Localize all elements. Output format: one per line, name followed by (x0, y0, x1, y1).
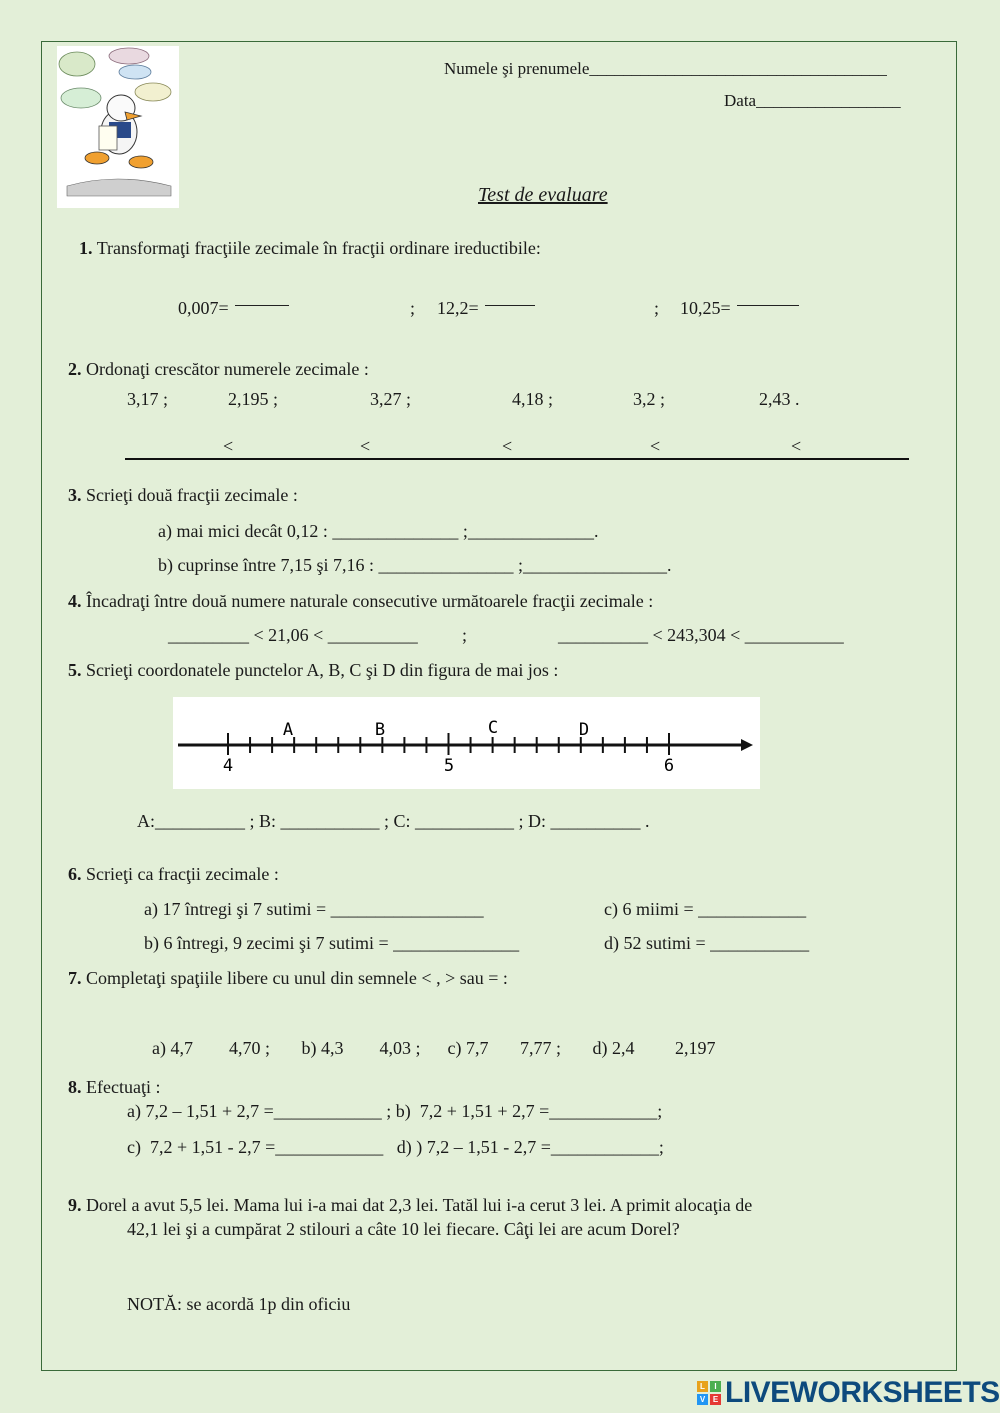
fraction-bar (235, 305, 289, 306)
q2-lt-3: < (502, 436, 513, 456)
tick-label-6: 6 (663, 756, 675, 776)
fraction-bar (737, 305, 799, 306)
logo-tile-i: I (710, 1381, 721, 1392)
q1-item-1 (178, 298, 289, 319)
tick-label-5: 5 (443, 756, 455, 776)
brand-text: LIVEWORKSHEETS (725, 1376, 1000, 1409)
number-line-figure (173, 697, 760, 789)
logo-tile-l: L (697, 1381, 708, 1392)
q8-line-2[interactable]: c) 7,2 + 1,51 - 2,7 =____________ d) ) 7,2 – 1,51 - 2,7 =____________; (127, 1137, 664, 1157)
q1-item-3 (680, 298, 799, 319)
q9-text-1: Dorel a avut 5,5 lei. Mama lui i-a mai dat 2,3 lei. Tatăl lui i-a cerut 3 lei. A primit alocaţia de (86, 1195, 753, 1215)
number-line-svg (173, 697, 760, 789)
q1-text: Transformaţi fracţiile zecimale în fracţii ordinare ireductibile: (96, 238, 541, 258)
q7-items[interactable]: a) 4,7 4,70 ; b) 4,3 4,03 ; c) 7,7 7,77 ; d) 2,4 2,197 (152, 1038, 716, 1058)
q3-item-a[interactable]: a) mai mici decât 0,12 : ______________ ;______________. (158, 521, 599, 541)
q1-expr-1: 0,007= (178, 298, 229, 318)
q7-number: 7. (68, 968, 82, 988)
q3-heading (68, 485, 298, 506)
q3-item-b[interactable]: b) cuprinse între 7,15 şi 7,16 : _______________ ;________________. (158, 555, 672, 575)
q8-text: Efectuaţi : (86, 1077, 161, 1097)
q7-text: Completaţi spaţiile libere cu unul din semnele < , > sau = : (86, 968, 508, 988)
cartoon-duck-illustration (57, 46, 179, 208)
q3-text: Scrieţi două fracţii zecimale : (86, 485, 298, 505)
q2-lt-5: < (791, 436, 802, 456)
logo-tile-e: E (710, 1394, 721, 1405)
q2-lt-2: < (360, 436, 371, 456)
q6-item-d[interactable]: d) 52 sutimi = ___________ (604, 933, 810, 953)
q1-sep-1: ; (410, 298, 416, 318)
q1-heading (79, 238, 541, 259)
q2-number-1: 3,17 ; (127, 389, 169, 409)
q5-number: 5. (68, 660, 82, 680)
q6-item-a[interactable]: a) 17 întregi şi 7 sutimi = _________________ (144, 899, 484, 919)
point-label-C: C (487, 718, 499, 738)
q2-text: Ordonaţi crescător numerele zecimale : (86, 359, 369, 379)
q7-heading (68, 968, 508, 989)
q9-number: 9. (68, 1195, 82, 1215)
q3-number: 3. (68, 485, 82, 505)
q8-line-1[interactable]: a) 7,2 – 1,51 + 2,7 =____________ ; b) 7,2 + 1,51 + 2,7 =____________; (127, 1101, 663, 1121)
tick-marks (228, 733, 669, 755)
q2-number-6: 2,43 . (759, 389, 800, 409)
q8-heading (68, 1077, 160, 1098)
q1-sep-2: ; (654, 298, 660, 318)
q9-line-1 (68, 1195, 752, 1216)
q5-text: Scrieţi coordonatele punctelor A, B, C şi D din figura de mai jos : (86, 660, 559, 680)
q2-number-2: 2,195 ; (228, 389, 279, 409)
q4-left[interactable]: _________ < 21,06 < __________ (168, 625, 418, 645)
q8-number: 8. (68, 1077, 82, 1097)
q2-number-3: 3,27 ; (370, 389, 412, 409)
q6-item-b[interactable]: b) 6 întregi, 9 zecimi şi 7 sutimi = ______________ (144, 933, 520, 953)
liveworksheets-logo[interactable] (697, 1377, 1000, 1409)
q5-heading (68, 660, 558, 681)
q1-expr-3: 10,25= (680, 298, 731, 318)
q4-sep: ; (462, 625, 468, 645)
q5-answers[interactable]: A:__________ ; B: ___________ ; C: ___________ ; D: __________ . (137, 811, 650, 831)
q2-lt-4: < (650, 436, 661, 456)
page-title: Test de evaluare (478, 184, 608, 206)
q6-text: Scrieţi ca fracţii zecimale : (86, 864, 279, 884)
point-label-A: A (282, 720, 294, 740)
q2-number-5: 3,2 ; (633, 389, 666, 409)
axis-arrow (741, 739, 753, 751)
logo-tile-v: V (697, 1394, 708, 1405)
q2-lt-1: < (223, 436, 234, 456)
logo-tiles-icon (697, 1381, 721, 1405)
q1-number: 1. (79, 238, 93, 258)
q2-answer-line[interactable] (125, 458, 909, 460)
tick-label-4: 4 (222, 756, 234, 776)
point-label-D: D (578, 720, 590, 740)
q9-text-2: 42,1 lei şi a cumpărat 2 stilouri a câte 10 lei fiecare. Câţi lei are acum Dorel? (127, 1219, 680, 1239)
q4-right[interactable]: __________ < 243,304 < ___________ (558, 625, 844, 645)
date-field-label: Data_________________ (724, 91, 901, 110)
q4-heading (68, 591, 653, 612)
name-field-label: Numele şi prenumele___________________________________ (444, 59, 887, 78)
q6-item-c[interactable]: c) 6 miimi = ____________ (604, 899, 807, 919)
q6-heading (68, 864, 279, 885)
q4-text: Încadraţi între două numere naturale consecutive următoarele fracţii zecimale : (86, 591, 654, 611)
q6-number: 6. (68, 864, 82, 884)
note-text: NOTĂ: se acordă 1p din oficiu (127, 1294, 351, 1314)
q1-expr-2: 12,2= (437, 298, 479, 318)
q1-item-2 (437, 298, 535, 319)
fraction-bar (485, 305, 535, 306)
point-label-B: B (374, 720, 386, 740)
q4-number: 4. (68, 591, 82, 611)
q2-number: 2. (68, 359, 82, 379)
q2-heading (68, 359, 369, 380)
q2-number-4: 4,18 ; (512, 389, 554, 409)
